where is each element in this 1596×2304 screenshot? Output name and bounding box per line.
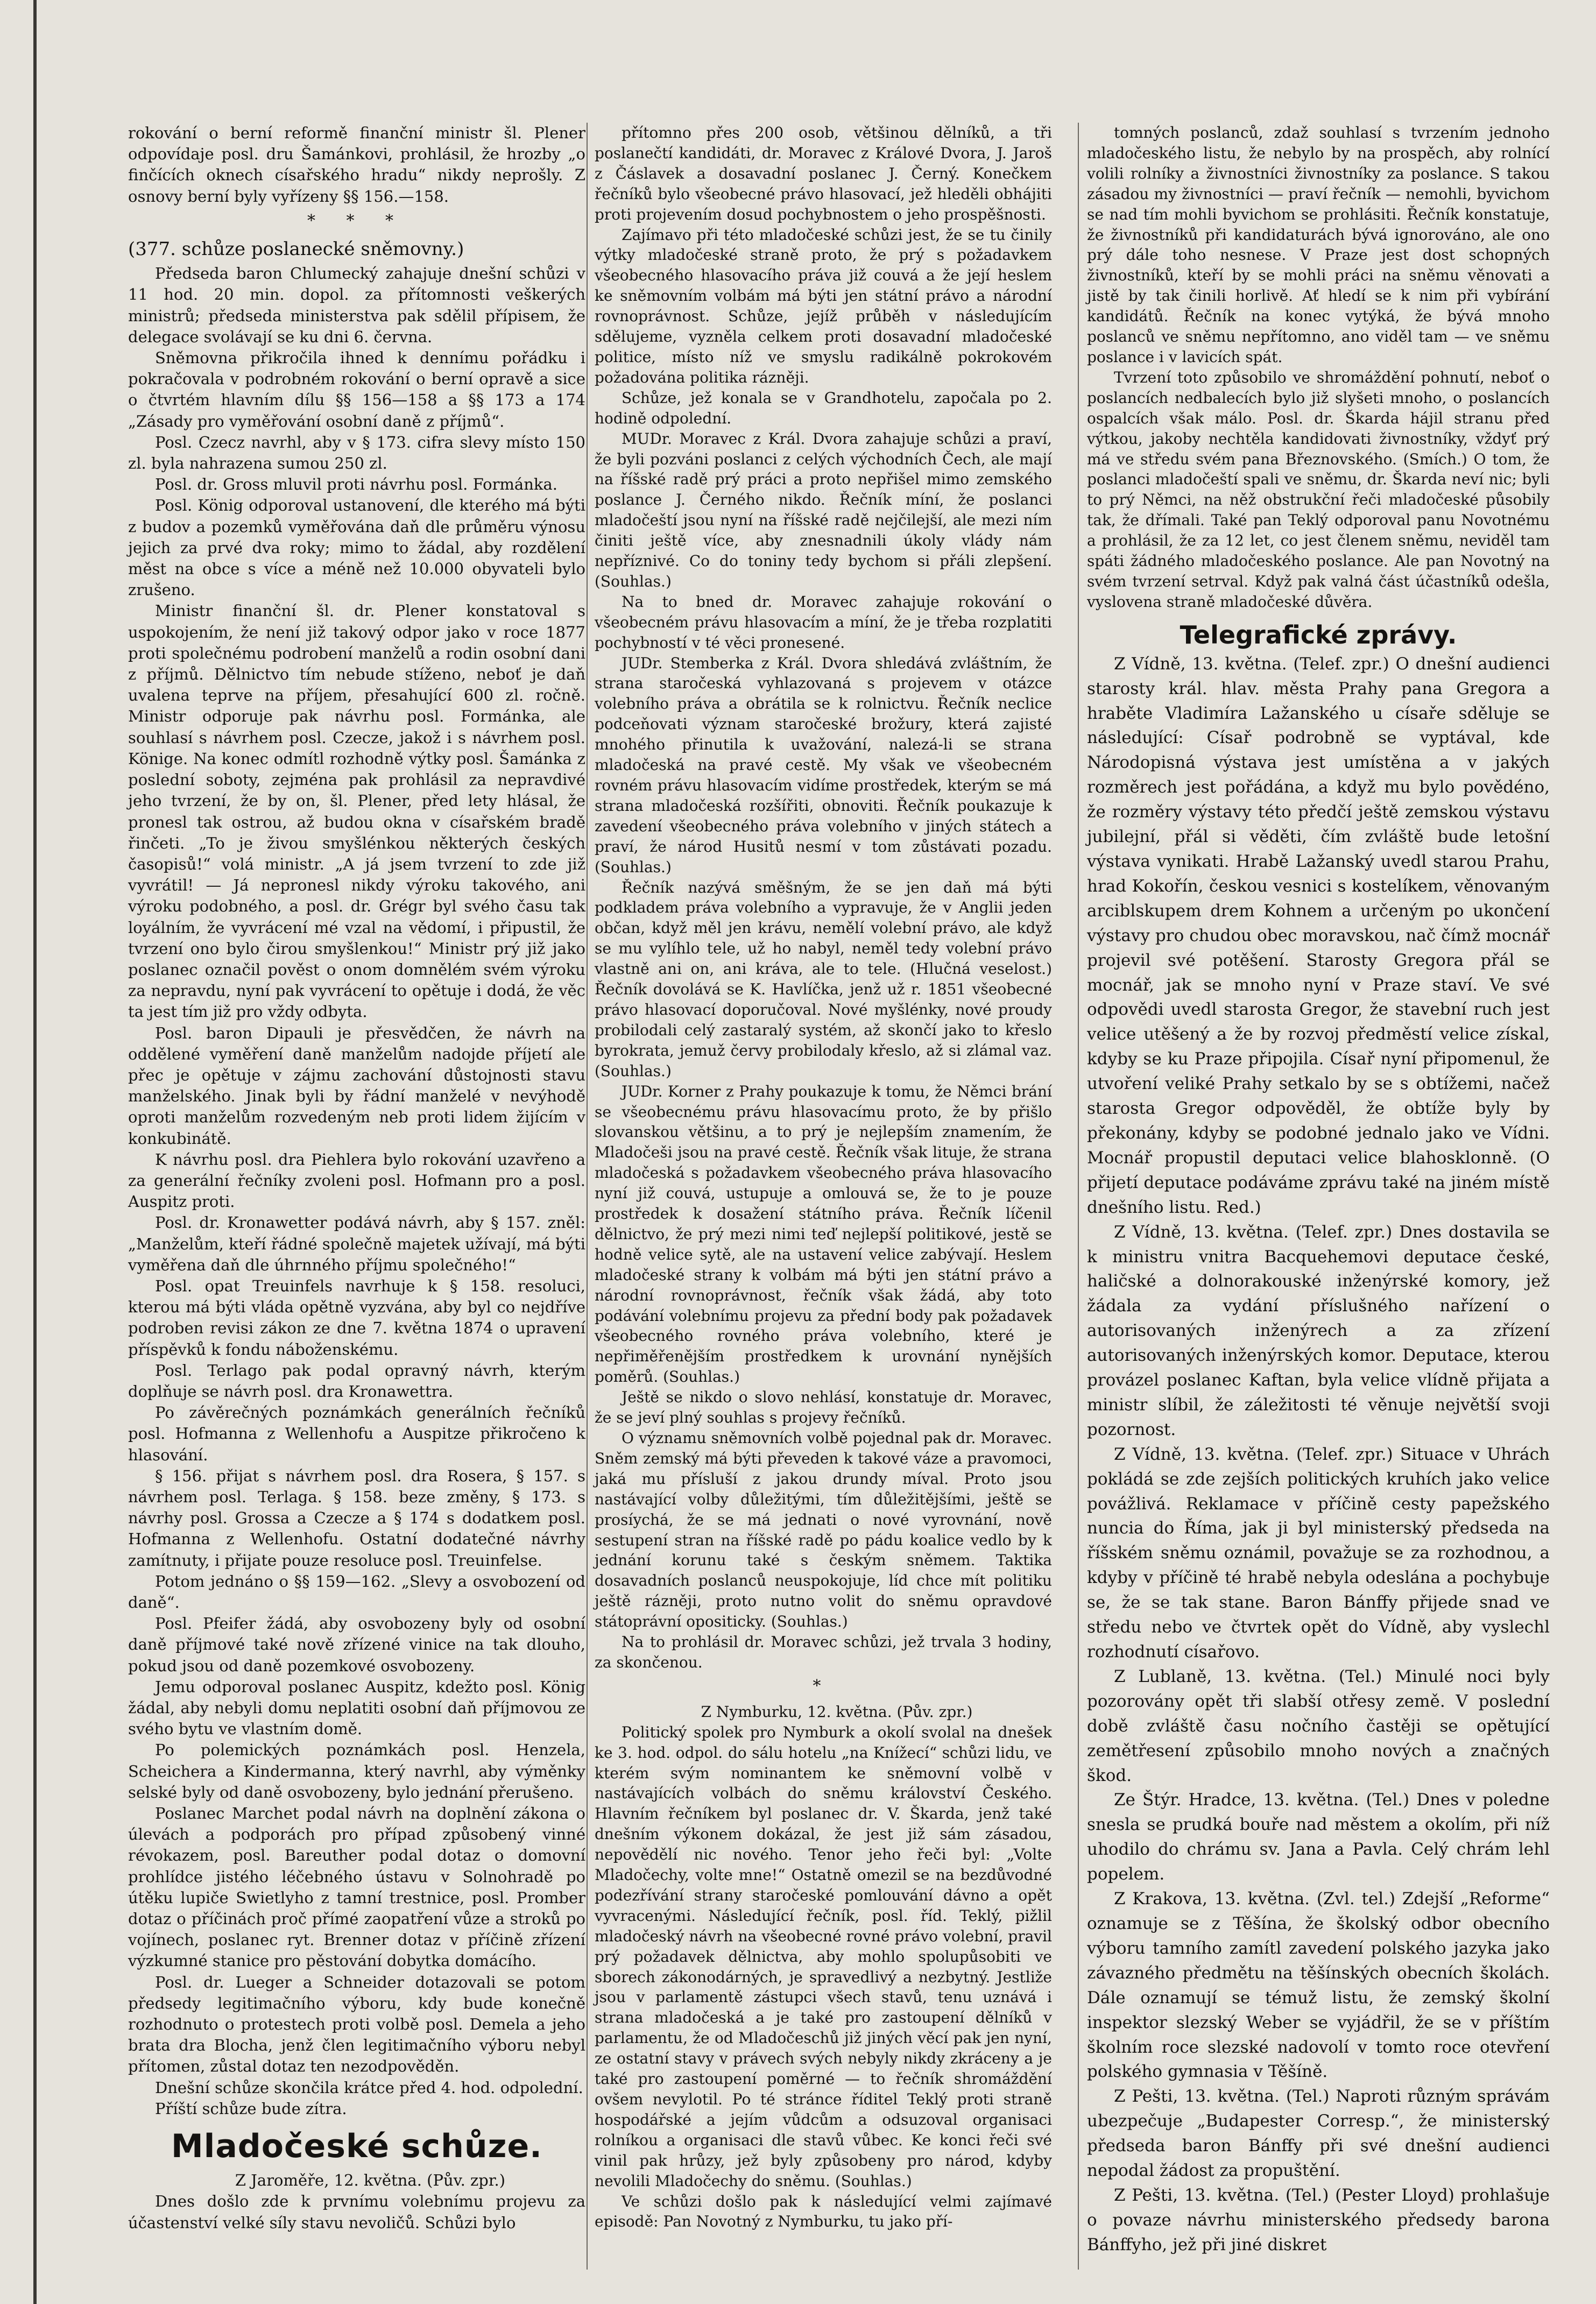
column-3: [1087, 123, 1550, 2258]
paragraph: tomných poslanců, zdaž souhlasí s tvrzením jednoho mladočeského listu, že nebylo by na prospěch, aby rolnící volili rolníky a živnostníci živnostníky za poslance. S takou zásadou my živnostníci — praví řečník — nemohli, byvichom se nad tím mohli byvichom se prohlásiti. Řečník konstatuje, že živnostníků při kandidaturách bývá ignorováno, ale ono prý dále toho nesnese. V Praze jest dost schopných živnostníků, kteří by se mohli práci na sněmu věnovati a jistě by tak činili horlivě. Ať hledí se k nim při vybírání kandidátů. Řečník na konec vytýká, že bývá mnoho poslanců ve sněmu nepřítomno, ano viděl tam — ve sněmu poslance i v lavicích spát.: [1087, 124, 1550, 366]
paragraph: Posl. dr. Lueger a Schneider dotazovali se potom předsedy legitimačního výboru, kdy bude konečně rozhodnuto o protestech proti volbě posl. Demela a jeho brata dra Blocha, jenž člen legitimačního výboru nebyl přítomen, zůstal dotaz ten nezodpověděn.: [128, 1973, 585, 2076]
dateline: Z Jaroměře, 12. května. (Pův. zpr.): [235, 2171, 506, 2190]
telegrams-body: [1087, 652, 1550, 2258]
dateline: Z Nymburku, 12. května. (Pův. zpr.): [701, 1702, 973, 1721]
paragraph: Dnes došlo zde k prvnímu volebnímu projevu za účastenství velké síly stavu nevoličů. Schůzi bylo: [128, 2192, 585, 2232]
paragraph: Posl. opat Treuinfels navrhuje k § 158. resoluci, kterou má býti vláda opětně vyzvána, aby byl co nejdříve podroben revisi zákon ze dne 7. května 1874 o upravení příspěvků k fondu náboženskému.: [128, 1276, 585, 1359]
paragraph: Poslanec Marchet podal návrh na doplnění zákona o úlevách a podporách pro případ způsobený vinné révokazem, posl. Bareuther podal dotaz o domovní prohlídce jistého léčebného ústavu v Solnohradě po útěku lupiče Swietlyho z tamní trestnice, posl. Promber dotaz o příčinách proč přímé zaopatření vůze a stroků po vojínech, poslanec ryt. Brenner dotaz v příčině zřízení výzkumné stanice pro pěstování dobytka domácího.: [128, 1804, 585, 1970]
paragraph: Po závěrečných poznámkách generálních řečníků posl. Hofmanna z Wellenhofu a Auspitze přikročeno k hlasování.: [128, 1403, 585, 1464]
paragraph: Ministr finanční šl. dr. Plener konstatoval s uspokojením, že není již takový odpor jako v roce 1877 proti společnému podrobení manželů a rodin osobní dani z příjmů. Dělnictvo tím nebude stíženo, neboť je daň uvalena teprve na příjem, přesahující 600 zl. ročně. Ministr odporuje pak návrhu posl. Formánka, ale souhlasí s návrhem posl. Czecze, jakož i s návrhem posl. Könige. Na konec odmítl rozhodně výtky posl. Šamánka z poslední soboty, zejména pak prohlásil za nepravdivé jeho tvrzení, že by on, šl. Plener, před lety hlásal, že pronesl tak ostrou, až budou okna v císařském bradě řinčeti. „To je živou smyšlénkou některých českých časopisů!“ volá ministr. „A já jsem tvrzení to zde již vyvrátil! — Já nepronesl nikdy výroku takového, ani výroku podobného, a posl. dr. Grégr byl svého času tak loyálním, že vyvrácení mé vzal na vědomí, i připustil, že tvrzení ono bylo čirou smyšlenkou!“ Ministr prý již jako poslanec označil pověst o onom domnělém svém výroku za nepravdu, nyní pak vyvrácení to opětuje i dodá, že věc ta jest tím již pro vždy odbyta.: [128, 602, 585, 1021]
paragraph: Příští schůze bude zítra.: [155, 2099, 347, 2118]
paragraph: Posl. dr. Kronawetter podává návrh, aby § 157. zněl: „Manželům, kteří řádné společně majetek užívají, má býti vyměřena daň dle úhrnného příjmu společného!“: [128, 1213, 585, 1274]
paragraph: Ještě se nikdo o slovo nehlásí, konstatuje dr. Moravec, že se jeví plný souhlas s projevy řečníků.: [595, 1388, 1052, 1427]
paragraph: JUDr. Stemberka z Král. Dvora shledává zvláštním, že strana staročeská vyhlazovaná s projevem v otázce volebního práva a obrátila se k rolnictvu. Řečník neclice podceňovati význam staročeské brožury, která zajisté mnohého přinutila k uvažování, nalezá-li se strana mladočeská na pravé cestě. My však ve všeobecném rovném právu hlasovacím vidíme prostředek, kterým se má strana mladočeská rozšířiti, obnoviti. Řečník poukazuje k zavedení všeobecného práva volebního v jiných státech a praví, že národ Husitů nesmí v tom zůstávati pozadu. (Souhlas.): [595, 654, 1052, 876]
paragraph: Jemu odporoval poslanec Auspitz, kdežto posl. König žádal, aby nebyli domu neplatiti osobní daň příjmovou ze svého bytu ve vlastním domě.: [128, 1677, 585, 1738]
article-body: [1087, 123, 1550, 612]
paragraph: Posl. Terlago pak podal opravný návrh, kterým doplňuje se návrh posl. dra Kronawettra.: [128, 1361, 585, 1401]
paragraph: Po polemických poznámkách posl. Henzela, Scheichera a Kindermanna, který navrhl, aby výměnky selské byly od daně osvobozeny, bylo jednání přerušeno.: [128, 1741, 585, 1801]
column-divider: [1078, 123, 1079, 2270]
paragraph: Posl. baron Dipauli je přesvědčen, že návrh na oddělené vyměření daně manželům nadojde příjetí ale přec je opětuje v zájmu zachování důstojnosti stavu manželského. Jinak byli by řádní manželé v nevýhodě oproti manželům rozvedeným neb proti lidem žijícím v konkubinátě.: [128, 1023, 585, 1148]
paragraph: Posl. Czecz navrhl, aby v § 173. cifra slevy místo 150 zl. byla nahrazena sumou 250 zl.: [128, 433, 585, 473]
paragraph: Potom jednáno o §§ 159—162. „Slevy a osvobození od daně“.: [128, 1572, 585, 1612]
telegrams-heading: Telegrafické zprávy.: [1180, 620, 1457, 649]
paragraph: Z Vídně, 13. května. (Telef. zpr.) Dnes dostavila se k ministru vnitra Bacquehemovi deputace české, haličské a dolnorakouské inženýrské komory, jež žádala za vydání příslušného nařízení o autorisovaných inženýrech a za zřízení autorisovaných inženýrských komor. Deputace, kterou provázel poslanec Kaftan, byla velice vlídně přijata a ministr slíbil, že záležitosti té věnuje největší svoji pozornost.: [1087, 1222, 1550, 1439]
paragraph: Předseda baron Chlumecký zahajuje dnešní schůzi v 11 hod. 20 min. dopol. za přítomnosti veškerých ministrů; předseda ministerstva pak sdělil přípisem, že delegace svolávají se ku dni 6. června.: [128, 264, 585, 346]
paragraph: K návrhu posl. dra Piehlera bylo rokování uzavřeno a za generální řečníky zvoleni posl. Hofmann pro a posl. Auspitz proti.: [128, 1150, 585, 1211]
paragraph: Zajímavo při této mladočeské schůzi jest, že se tu činily výtky mladočeské straně proto, že prý s požadavkem všeobecného hlasovacího práva již couvá a že její heslem ke sněmovním volbám má býti jen státní právo a národní rovnoprávnost. Schůze, jejíž průběh v následujícím sdělujeme, vyzněla celkem proti dosavadní mladočeské politice, místo níž ve smyslu radikálně pokrokovém požadována politika rázněji.: [595, 225, 1052, 386]
column-divider: [587, 123, 588, 2270]
separator: * * *: [307, 211, 407, 230]
paragraph: Dnešní schůze skončila krátce před 4. hod. odpolední.: [155, 2078, 583, 2097]
paragraph: Politický spolek pro Nymburk a okolí svolal na dnešek ke 3. hod. odpol. do sálu hotelu „na Knížecí“ schůzi lidu, ve kterém svým nominantem ke sněmovní volbě v nastávajících volbách do sněmu království Českého. Hlavním řečníkem byl poslanec dr. V. Škarda, jenž také dnešním výkonem dokázal, že jest již sám zásadou, nepovědělí nic nového. Tenor jeho řeči byl: „Volte Mladočechy, volte mne!“ Ostatně omezil se na bezdůvodné podezřívání strany staročeské pomlouvání dávno a opět vyvracenými. Následující řečník, posl. říd. Teklý, pižlil mladočeský návrh na všeobecné rovné právo volební, pravil prý požadavek dělnictva, aby mohlo spolupůsobiti ve sborech zákonodárných, je spravedlivý a nezbytný. Jestliže jsou v parlamentě zástupci všech stavů, tenu uznává i strana mladočeská a je také pro zastoupení dělníků v parlamentu, že od Mladočeschů již jiných věcí pak jen nyní, ze ostatní stavy v právech svých nebyly nikdy zkráceny a je také pro zastoupení poměrné — to řečník shromáždění ovšem nevylotil. Po té stránce říditel Teklý proti straně hospodářské a jejím vůdcům a odsuzoval organisaci rolníkou a organisaci dle stavů vůbec. Ke konci řeči své vinil pak hrůzy, jež byly způsobeny pro národ, kdyby nevolili Mladočechy do sněmu. (Souhlas.): [595, 1723, 1052, 2190]
section-heading: (377. schůze poslanecké sněmovny.): [128, 238, 464, 260]
paragraph: MUDr. Moravec z Král. Dvora zahajuje schůzi a praví, že byli pozváni poslanci z celých východních Čech, ale mají na říšské radě prý práci a proto nepřišel mimo zemského poslance J. Černého nikdo. Řečník míní, že poslanci mladočeští jsou nyní na říšské radě nejčilejší, ale mezi ním činiti ještě více, aby znesnadnili úkoly vlády nám nepříznivé. Co do toniny tedy bychom si přáli zlepšení. (Souhlas.): [595, 429, 1052, 590]
paragraph: Na to bned dr. Moravec zahajuje rokování o všeobecném právu hlasovacím a míní, že je třeba rozplatiti pochybností v té věci pronesené.: [595, 592, 1052, 652]
paragraph: Z Krakova, 13. května. (Zvl. tel.) Zdejší „Reforme“ oznamuje se z Těšína, že školský odbor obecního výboru tamního zamítl zavedení polského jazyka jako závazného předmětu na těšínských obecních školách. Dále oznamují se témuž listu, že zemský školní inspektor slezský Weber se vyjádřil, že se v příštím školním roce slezské nadovolí v tomto roce otevření polského gymnasia v Těšíně.: [1087, 1889, 1550, 2082]
paragraph: Na to prohlásil dr. Moravec schůzi, jež trvala 3 hodiny, za skončenou.: [595, 1633, 1052, 1671]
article-heading: Mladočeské schůze.: [171, 2128, 542, 2166]
paragraph: Z Vídně, 13. května. (Telef. zpr.) Situace v Uhrách pokládá se zde zejších politických kruhích jako velice povážlivá. Reklamace v příčině cesty papežského nuncia do Říma, jak ji byl ministerský předseda na říšském sněmu oznámil, považuje se za rozhodnou, a kdyby v příčině té hrabě nebyla odeslána a pochybuje se, že se tak stane. Baron Bánffy přijede snad ve středu nebo ve čtvrtek opět do Vídně, aby vyslechl rozhodnutí císařovo.: [1087, 1444, 1550, 1662]
paragraph: § 156. přijat s návrhem posl. dra Rosera, § 157. s návrhem posl. Terlaga. § 158. beze změny, § 173. s návrhy posl. Grossa a Czecze a § 174 s dodatkem posl. Hofmanna z Wellenhofu. Ostatní dodatečné návrhy zamítnuty, i přijate pouze resoluce posl. Treuinfelse.: [128, 1466, 585, 1570]
paragraph: Z Pešti, 13. května. (Tel.) (Pester Lloyd) prohlašuje o povaze návrhu ministerského předsedy barona Bánffyho, jež při jiné diskret: [1087, 2185, 1550, 2254]
paragraph: Řečník nazývá směšným, že se jen daň má býti podkladem práva volebního a vypravuje, že v Anglii jeden občan, když měl jen krávu, nemělí volební právo, ale když se mu vylíhlo tele, už ho nabyl, neměl tedy volební právo vlastně ani on, ani kráva, ale to tele. (Hlučná veselost.) Řečník dovolává se K. Havlíčka, jenž už r. 1851 všeobecné právo hlasovací doporučoval. Nové myšlénky, nové proudy probilodali celý zastaralý systém, až skončí jako to křeslo byrokrata, jemuž červy probilodaly křeslo, až si zlámal vaz. (Souhlas.): [595, 878, 1052, 1080]
article-body: [128, 263, 585, 2119]
paragraph: JUDr. Korner z Prahy poukazuje k tomu, že Němci brání se všeobecnému právu hlasovacímu proto, že by přišlo slovanskou většinu, a to prý je nejlepším znamením, že Mladočeši jsou na pravé cestě. Řečník však lituje, že strana mladočeská s požadavkem všeobecného práva hlasovacího nyní již couvá, ustupuje a omlouvá se, že to je pouze prostředek k dosažení státního práva. Řečník líčenil dělnictvo, že prý mezi nimi teď nejlepší politikové, jestě se hodně velice sytě, ale na ustavení velice zabývají. Heslem mladočeské strany k volbám má býti jen státní právo a národní rovnoprávnost, řečník však žádá, aby toto podávání volebnímu projevu za přední body pak požadavek všeobecného rovného práva volebního, které je nepřiměřenějším prostředkem k urovnání nynějších poměrů. (Souhlas.): [595, 1082, 1052, 1386]
separator: *: [813, 1676, 834, 1695]
paragraph: Posl. König odporoval ustanovení, dle kterého má býti z budov a pozemků vyměřována daň dle průměru výnosu jejich za prvé dva roky; mimo to žádal, aby rozdělení měst na obce s více a méně než 10.000 obyvateli bylo zrušeno.: [128, 496, 585, 599]
paragraph: O významu sněmovních volbě pojednal pak dr. Moravec. Sněm zemský má býti převeden k takové váze a pravomoci, jaká mu přísluší z jakou drundy míval. Proto jsou nastávající volby důležitými, tím důležitějšími, ještě se prosíychá, že se má jednati o nové vyrovnání, nově sestupení stran na říšské radě po pádu koalice vedlo by k jednání korunu také s českým sněmem. Taktika dosavadních poslanců neuspokojuje, líd chce mít politiku ještě rázněji, proto nutno volit do sněmu opravdové státoprávní opositicky. (Souhlas.): [595, 1429, 1052, 1631]
paragraph: přítomno přes 200 osob, většinou dělníků, a tři poslanečtí kandidáti, dr. Moravec z Králové Dvora, J. Jaroš z Čáslavek a dosavadní poslanec J. Černý. Konečkem řečníků bylo všeobecné právo hlasovací, jež hleděli obhájiti proti projevením dosud pochybnostem o jeho prospěšnosti.: [595, 124, 1052, 223]
column-1: [128, 123, 585, 2234]
paragraph: Z Vídně, 13. května. (Telef. zpr.) O dnešní audienci starosty král. hlav. města Prahy pana Gregora a hraběte Vladimíra Lažanského u císaře sděluje se následující: Císař podrobně se vyptával, kde Národopisná výstava jest umístěna a v jakých rozměrech jest pořádána, a když mu bylo povědéno, že rozměry výstavy této předčí ještě zemskou výstavu jubilejní, přál si věděti, čím zvláště bude letošní výstava vynikati. Hrabě Lažanský uvedl starou Prahu, hrad Kokořín, českou vesnici s kostelíkem, věnovaným arciblskupem drem Kohnem a určeným po ukončení výstavy pro chudou obec moravskou, nač čímž mocnář projevil své potěšení. Starosty Gregora přál se mocnář, jak se mnoho nyní v Praze staví. Ve své odpovědi uvedl starosta Gregor, že stavební ruch jest velice utěšený a že by rozvoj předměstí velice získal, kdyby se ku Praze připojila. Císař nyní připomenul, že utvoření veliké Prahy setkalo by se s obtížemi, načež starosta Gregor odpověděl, že obtíže byly by překonány, kdyby se podobné jednalo jako ve Vídni. Mocnář propustil deputaci velice blahosklonně. (O přijetí deputace podáváme zprávu také na jiném místě dnešního listu. Red.): [1087, 654, 1550, 1217]
column-2: [595, 123, 1052, 2232]
paragraph: Sněmovna přikročila ihned k dennímu pořádku i pokračovala v podrobném rokování o berní opravě a sice o čtvrtém hlavním dílu §§ 156—158 a §§ 173 a 174 „Zásady pro vyměřování osobní daně z příjmů“.: [128, 349, 585, 430]
page-edge-rule: [33, 0, 37, 2304]
paragraph: Posl. dr. Gross mluvil proti návrhu posl. Formánka.: [155, 475, 557, 494]
paragraph: Ve schůzi došlo pak k následující velmi zajímavé episodě: Pan Novotný z Nymburku, tu jako pří-: [595, 2192, 1052, 2231]
paragraph: Tvrzení toto způsobilo ve shromáždění pohnutí, neboť o poslancích nedbalecích bylo již slyšeti mnoho, o poslancích ospalcích však málo. Posl. dr. Škarda hájil stranu před výtkou, jakoby nechtěla kandidovati živnostníky, vždyť prý má ve středu svém pana Březnovského. (Smích.) O tom, že poslanci mladočeští spali ve sněmu, dr. Škarda neví nic; byli to prý Němci, na něž obstrukční řeči mladočeské působily tak, že dřímali. Také pan Teklý odporoval panu Novotnému a prohlásil, že za 12 let, co jest členem sněmu, neviděl tam spáti žádného mladočeského poslance. Ale pan Novotný na svém tvrzení setrval. Když pak valná část účastníků odešla, vyslovena straně mladočeské důvěra.: [1087, 368, 1550, 611]
paragraph: Posl. Pfeifer žádá, aby osvobozeny byly od osobní daně příjmové také nově zřízené vinice na tak dlouho, pokud jsou od daně pozemkové osvobozeny.: [128, 1614, 585, 1675]
article-body: [595, 123, 1052, 1673]
paragraph: Z Lublaně, 13. května. (Tel.) Minulé noci byly pozorovány opět tři slabší otřesy země. V poslední době zvláště času nočního častěji se opětující zemětřesení způsobilo mnoho nových a značných škod.: [1087, 1666, 1550, 1785]
paragraph: Ze Štýr. Hradce, 13. května. (Tel.) Dnes v poledne snesla se prudká bouře nad městem a okolím, při níž uhodilo do chrámu sv. Jana a Pavla. Celý chrám lehl popelem.: [1087, 1790, 1550, 1884]
article-body: [595, 1722, 1052, 2232]
paragraph: rokování o berní reformě finanční ministr šl. Plener odpovídaje posl. dru Šamánkovi, prohlásil, že hrozby „o finčících oknech císařského hradu“ nikdy neprošly. Z osnovy berní byly vyřízeny §§ 156.—158.: [128, 124, 585, 206]
paragraph: Z Pešti, 13. května. (Tel.) Naproti různým správám ubezpečuje „Budapester Corresp.“, že ministerský předseda baron Bánffy při své dnešní audienci nepodal žádost za propuštění.: [1087, 2087, 1550, 2181]
paragraph: Schůze, jež konala se v Grandhotelu, započala po 2. hodině odpolední.: [595, 388, 1052, 427]
